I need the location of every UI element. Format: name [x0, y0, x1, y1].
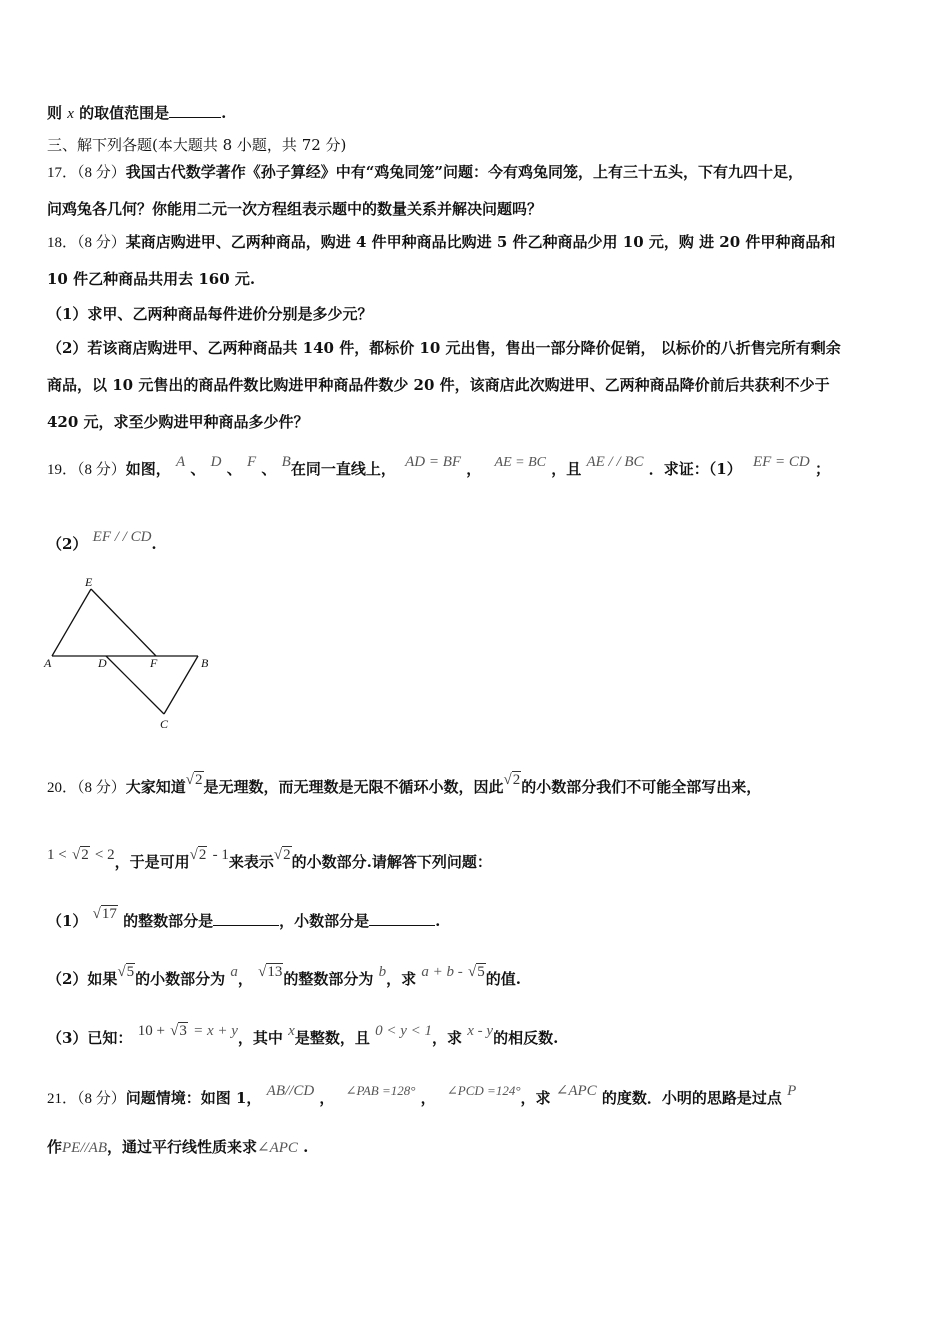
expr-x-minus-y: x - y — [467, 1023, 494, 1039]
var-x: x — [67, 106, 74, 122]
label-b: B — [201, 656, 209, 670]
point-a: A — [176, 454, 186, 470]
expr-y-range: 0 < y < 1 — [375, 1023, 432, 1039]
section-title: 三、解下列各题(本大题共 8 小题，共 72 分) — [47, 136, 347, 154]
point-p: P — [787, 1083, 797, 1099]
label-e: E — [85, 575, 93, 589]
decimal-part-blank[interactable] — [369, 925, 435, 926]
q20-number: 20．（8 分） — [47, 780, 126, 796]
condition-ae-bc: AE = BC — [494, 455, 546, 470]
q21-number: 21．（8 分） — [47, 1091, 126, 1107]
answer-blank[interactable] — [169, 117, 221, 118]
q18-part2-line3: 420 元，求至少购进甲种商品多少件？ — [47, 413, 309, 431]
var-b: b — [378, 964, 387, 980]
sqrt-5: √5 — [468, 964, 485, 980]
q18-number: 18．（8 分） — [47, 235, 126, 251]
q18-part2-line2: 商品，以 10 元售出的商品件数比购进甲种商品件数少 20 件，该商店此次购进甲、乙两种商品降价前后共获利不少于 — [47, 376, 830, 394]
line-pe-parallel-ab: PE//AB — [62, 1140, 108, 1156]
sqrt-5: √5 — [117, 964, 135, 980]
expr-x-plus-y: = x + y — [193, 1023, 238, 1039]
segment-ae — [52, 589, 91, 656]
sqrt-2: √2 — [503, 772, 521, 788]
range-prefix: 则 — [47, 104, 63, 122]
sqrt-13: √13 — [258, 964, 283, 980]
q18-part1: （1）求甲、乙两种商品每件进价分别是多少元？ — [47, 305, 373, 323]
q18-line1: 18．（8 分）某商店购进甲、乙两种商品，购进 4 件甲种商品比购进 5 件乙种商品少用 10 元，购 进 20 件甲种商品和 — [47, 233, 836, 251]
segment-bc — [164, 656, 198, 714]
var-x: x — [288, 1023, 295, 1039]
expr-a-plus-b: a + b - — [421, 964, 463, 980]
point-f: F — [247, 454, 257, 470]
segment-ef — [91, 589, 156, 656]
var-a: a — [230, 964, 238, 980]
q20-part1: （1） √17 的整数部分是 ，小数部分是 . — [47, 906, 441, 930]
q17-line1: 17．（8 分）我国古代数学著作《孙子算经》中有“鸡兔同笼”问题：今有鸡兔同笼，上有三十五头，下有九四十足， — [47, 163, 804, 181]
angle-pcd: ∠PCD =124° — [446, 1083, 521, 1098]
q17-number: 17．（8 分） — [47, 165, 126, 181]
label-c: C — [160, 717, 169, 731]
q20-part2: （2）如果√5的小数部分为 a， √13的整数部分为 b，求 a + b - √5的值. — [47, 964, 521, 988]
angle-pab: ∠PAB =128° — [345, 1083, 416, 1098]
sqrt-2: √2 — [189, 847, 207, 863]
q20-line2: 1 < √2 < 2，于是可用√2 - 1来表示√2的小数部分.请解答下列问题： — [47, 847, 492, 871]
point-b: B — [281, 454, 291, 470]
q18-line2: 10 件乙种商品共用去 160 元. — [47, 270, 256, 288]
q19-geometry-figure — [40, 572, 220, 734]
integer-part-blank[interactable] — [213, 925, 279, 926]
q20-part3: （3）已知： 10 + √3 = x + y，其中 x是整数，且 0 < y < 1，求 x - y的相反数. — [47, 1023, 559, 1047]
condition-ad-bf: AD = BF — [405, 454, 462, 470]
q19-line2: （2） EF / / CD. — [47, 529, 157, 553]
label-d: D — [98, 656, 107, 670]
sqrt-2: √2 — [71, 847, 89, 863]
q19-line1: 19．（8 分）如图， A 、 D 、 F 、 B在同一直线上， AD = BF ， AE = BC ，且 AE / / BC ．求证：（1） EF = CD ； — [47, 454, 830, 478]
q21-line2: 作PE//AB，通过平行线性质来求∠APC . — [47, 1138, 309, 1156]
q21-line1: 21．（8 分）问题情境：如图 1， AB//CD ， ∠PAB =128° ， ∠PCD =124°，求 ∠APC 的度数．小明的思路是过点 P — [47, 1083, 797, 1107]
q20-line1: 20．（8 分）大家知道√2是无理数，而无理数是无限不循环小数，因此√2的小数部分我们不可能全部写出来， — [47, 772, 762, 796]
condition-ab-parallel-cd: AB//CD — [266, 1083, 315, 1099]
q19-number: 19．（8 分） — [47, 462, 126, 478]
sqrt-2: √2 — [185, 772, 203, 788]
goal-ef-cd: EF = CD — [752, 454, 810, 470]
range-question-line: 则 x 的取值范围是 . — [47, 104, 227, 122]
q17-line2: 问鸡兔各几何？你能用二元一次方程组表示题中的数量关系并解决问题吗？ — [47, 200, 543, 218]
sqrt-17: √17 — [92, 906, 117, 922]
range-suffix: 的取值范围是 — [79, 104, 170, 122]
angle-apc: ∠APC — [257, 1140, 298, 1156]
q18-part2-line1: （2）若该商店购进甲、乙两种商品共 140 件，都标价 10 元出售，售出一部分降价促销， 以标价的八折售完所有剩余 — [47, 339, 841, 357]
label-f: F — [150, 656, 158, 670]
point-d: D — [210, 454, 222, 470]
angle-apc: ∠APC — [555, 1083, 597, 1099]
condition-ae-parallel-bc: AE / / BC — [586, 454, 644, 470]
label-a: A — [44, 656, 52, 670]
sqrt-2: √2 — [273, 847, 291, 863]
sqrt-3: √3 — [170, 1023, 187, 1039]
goal-ef-parallel-cd: EF / / CD — [92, 529, 152, 545]
